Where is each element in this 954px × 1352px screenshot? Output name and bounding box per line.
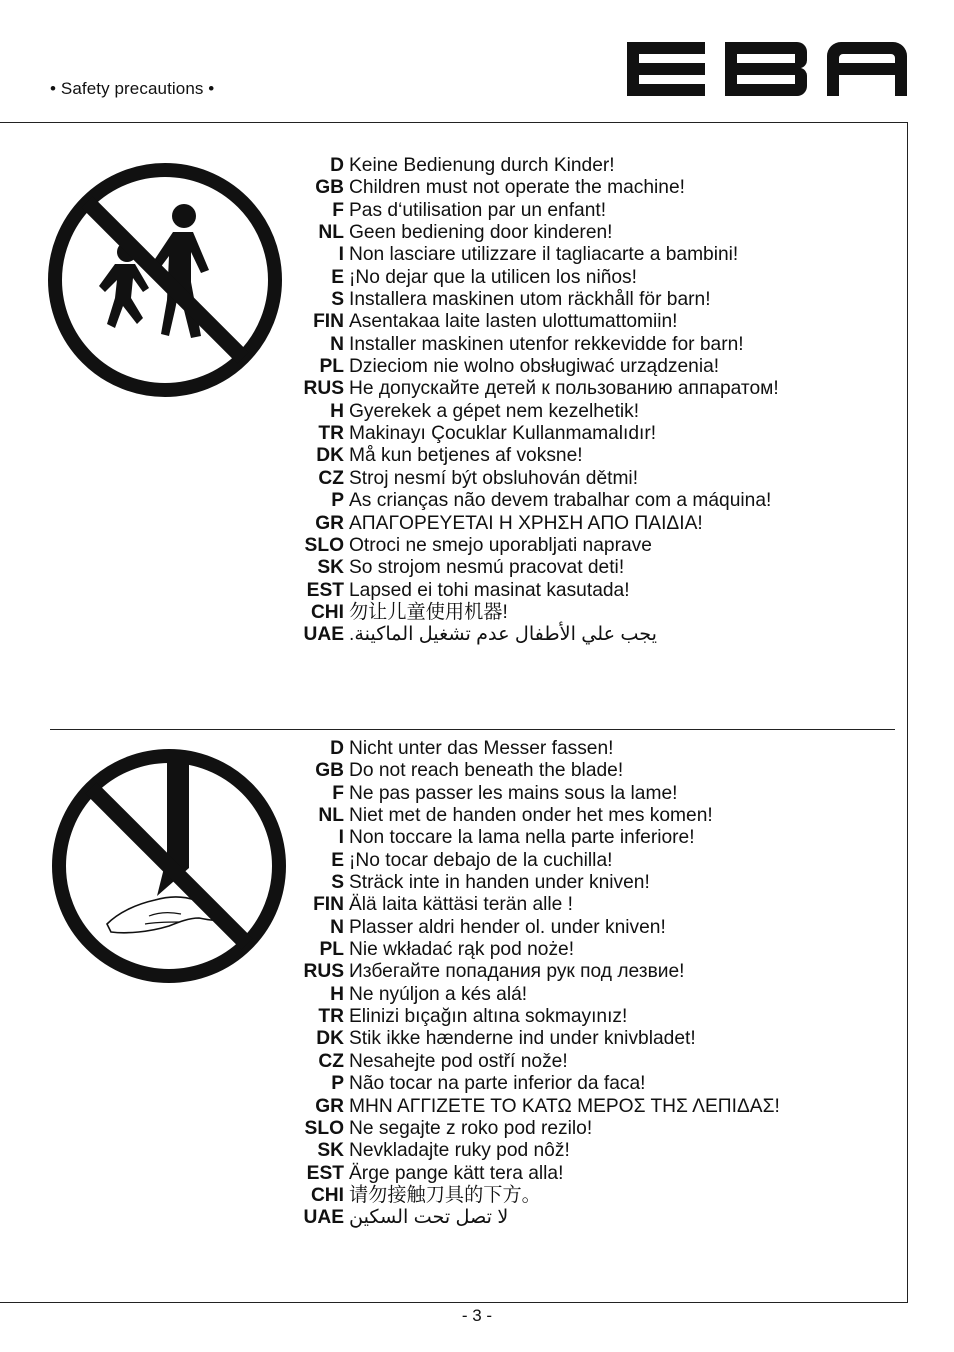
list-item <box>300 1185 780 1207</box>
language-code: SK <box>317 1140 344 1162</box>
instruction-text: Não tocar na parte inferior da faca! <box>349 1073 646 1095</box>
instruction-text: 勿让儿童使用机器! <box>349 601 508 623</box>
language-code: UAE <box>303 1207 344 1229</box>
language-code: GB <box>315 177 344 199</box>
language-code: RUS <box>303 961 344 983</box>
instruction-text: Ne pas passer les mains sous la lame! <box>349 782 678 804</box>
instruction-text: ¡No dejar que la utilicen los niños! <box>349 266 637 288</box>
list-item <box>300 378 779 400</box>
list-item <box>300 984 780 1006</box>
instruction-text: Installer maskinen utenfor rekkevidde for barn! <box>349 333 744 355</box>
list-item <box>300 1163 780 1185</box>
language-code: NL <box>318 805 344 827</box>
language-code: DK <box>316 1028 344 1050</box>
instruction-text: Do not reach beneath the blade! <box>349 760 624 782</box>
no-children-icon <box>45 160 285 400</box>
list-item <box>300 850 780 872</box>
instruction-text: Makinayı Çocuklar Kullanmamalıdır! <box>349 423 657 445</box>
instruction-text: Nicht unter das Messer fassen! <box>349 738 614 759</box>
instruction-text: Lapsed ei tohi masinat kasutada! <box>349 579 630 601</box>
list-item <box>300 1118 780 1140</box>
language-code: FIN <box>313 311 344 333</box>
language-code: CZ <box>318 1050 344 1072</box>
list-item <box>300 939 780 961</box>
language-code: DK <box>316 445 344 467</box>
list-item <box>300 244 779 266</box>
language-code: E <box>331 266 344 288</box>
instruction-text: Niet met de handen onder het mes komen! <box>349 805 713 827</box>
instruction-text: Non toccare la lama nella parte inferiore! <box>349 827 695 849</box>
frame-right-line <box>907 122 908 1303</box>
section-title: • Safety precautions • <box>50 79 215 98</box>
list-item <box>300 200 779 222</box>
list-item <box>300 827 780 849</box>
language-code: I <box>338 244 344 266</box>
frame-bottom-line <box>0 1302 908 1303</box>
no-hand-under-blade-icon <box>49 746 289 986</box>
instruction-text: Ne segajte z roko pod rezilo! <box>349 1117 593 1139</box>
language-code: RUS <box>303 378 344 400</box>
language-code: E <box>331 849 344 871</box>
instruction-text: ΜΗΝ ΑΓΓΙΖΕΤΕ ΤΟ ΚΑΤΩ ΜΕΡΟΣ ΤΗΣ ΛΕΠΙΔΑΣ! <box>349 1095 780 1117</box>
list-item <box>300 783 780 805</box>
list-item <box>300 1096 780 1118</box>
eba-logo <box>627 42 907 96</box>
language-code: TR <box>318 1006 344 1028</box>
language-code: P <box>331 490 344 512</box>
language-code: D <box>330 738 344 759</box>
language-code: CHI <box>310 1184 344 1206</box>
list-item <box>300 423 779 445</box>
instruction-text: Stroj nesmí být obsluhován dětmi! <box>349 467 639 489</box>
list-item <box>300 490 779 512</box>
list-item <box>300 222 779 244</box>
instruction-text: Nesahejte pod ostří nože! <box>349 1050 568 1072</box>
section-divider <box>50 729 895 730</box>
list-item <box>300 1006 780 1028</box>
list-item <box>300 805 780 827</box>
list-item <box>300 289 779 311</box>
list-item <box>300 624 779 646</box>
list-item <box>300 401 779 423</box>
language-code: I <box>338 827 344 849</box>
language-code: GR <box>315 512 344 534</box>
instruction-text: 请勿接触刀具的下方。 <box>349 1184 541 1206</box>
list-item <box>300 961 780 983</box>
instruction-text: Stik ikke hænderne ind under knivbladet! <box>349 1028 696 1050</box>
list-item <box>300 334 779 356</box>
language-code: FIN <box>313 894 344 916</box>
instruction-text: Не допускайте детей к пользованию аппаратом! <box>349 378 779 400</box>
language-code: N <box>330 333 344 355</box>
instruction-text: Pas d‘utilisation par un enfant! <box>349 199 607 221</box>
instruction-text: يجب علي الأطفال عدم تشغيل الماكينة. <box>349 624 657 646</box>
instruction-text: Geen bediening door kinderen! <box>349 222 613 244</box>
language-code: PL <box>319 939 344 961</box>
list-item <box>300 1207 780 1229</box>
instruction-text: لا تصل تحت السكين <box>349 1207 509 1229</box>
language-code: GR <box>315 1095 344 1117</box>
page-number: - 3 - <box>461 1306 493 1325</box>
list-item <box>300 1051 780 1073</box>
language-code: S <box>331 872 344 894</box>
list-item <box>300 580 779 602</box>
list-item <box>300 1073 780 1095</box>
instruction-text: Nevkladajte ruky pod nôž! <box>349 1140 570 1162</box>
instruction-text: Asentakaa laite lasten ulottumattomiin! <box>349 311 678 333</box>
instruction-text: Sträck inte in handen under kniven! <box>349 872 650 894</box>
list-item <box>300 468 779 490</box>
language-code: F <box>332 199 344 221</box>
list-item <box>300 557 779 579</box>
language-list-blade <box>300 738 780 1230</box>
language-code: EST <box>306 579 344 601</box>
list-item <box>300 894 780 916</box>
instruction-text: Children must not operate the machine! <box>349 177 685 199</box>
instruction-text: Ne nyúljon a kés alá! <box>349 983 528 1005</box>
instruction-text: Installera maskinen utom räckhåll för barn! <box>349 289 711 311</box>
language-code: UAE <box>303 624 344 646</box>
list-item <box>300 356 779 378</box>
language-code: SLO <box>304 534 344 556</box>
list-item <box>300 917 780 939</box>
instruction-text: Non lasciare utilizzare il tagliacarte a bambini! <box>349 244 739 266</box>
language-code: SK <box>317 557 344 579</box>
language-list-children <box>300 155 779 647</box>
language-code: SLO <box>304 1117 344 1139</box>
list-item <box>300 445 779 467</box>
list-item <box>300 311 779 333</box>
list-item <box>300 513 779 535</box>
frame-top-line <box>0 122 908 123</box>
language-code: NL <box>318 222 344 244</box>
list-item <box>300 738 780 760</box>
language-code: S <box>331 289 344 311</box>
language-code: F <box>332 782 344 804</box>
instruction-text: Nie wkładać rąk pod noże! <box>349 939 575 961</box>
instruction-text: Älä laita kättäsi terän alle ! <box>349 894 573 916</box>
instruction-text: Elinizi bıçağın altına sokmayınız! <box>349 1006 628 1028</box>
language-code: EST <box>306 1162 344 1184</box>
instruction-text: Må kun betjenes af voksne! <box>349 445 583 467</box>
instruction-text: So strojom nesmú pracovat deti! <box>349 557 625 579</box>
list-item <box>300 872 780 894</box>
instruction-text: Dzieciom nie wolno obsługiwać urządzenia! <box>349 356 720 378</box>
list-item <box>300 155 779 177</box>
language-code: H <box>330 400 344 422</box>
instruction-text: Keine Bedienung durch Kinder! <box>349 155 615 176</box>
list-item <box>300 760 780 782</box>
instruction-text: Plasser aldri hender ol. under kniven! <box>349 916 666 938</box>
list-item <box>300 177 779 199</box>
list-item <box>300 602 779 624</box>
list-item <box>300 1140 780 1162</box>
language-code: D <box>330 155 344 176</box>
language-code: CHI <box>310 601 344 623</box>
language-code: N <box>330 916 344 938</box>
language-code: PL <box>319 356 344 378</box>
list-item <box>300 267 779 289</box>
list-item <box>300 1028 780 1050</box>
instruction-text: Gyerekek a gépet nem kezelhetik! <box>349 400 640 422</box>
instruction-text: ΑΠΑΓΟΡΕΥΕΤΑΙ Η ΧΡΗΣΗ ΑΠΟ ΠΑΙΔΙΑ! <box>349 512 703 534</box>
instruction-text: As crianças não devem trabalhar com a máquina! <box>349 490 772 512</box>
instruction-text: Ärge pange kätt tera alla! <box>349 1162 564 1184</box>
language-code: CZ <box>318 467 344 489</box>
instruction-text: ¡No tocar debajo de la cuchilla! <box>349 849 613 871</box>
instruction-text: Otroci ne smejo uporabljati naprave <box>349 534 652 556</box>
language-code: TR <box>318 423 344 445</box>
instruction-text: Избегайте попадания рук под лезвие! <box>349 961 685 983</box>
language-code: GB <box>315 760 344 782</box>
list-item <box>300 535 779 557</box>
language-code: H <box>330 983 344 1005</box>
language-code: P <box>331 1073 344 1095</box>
